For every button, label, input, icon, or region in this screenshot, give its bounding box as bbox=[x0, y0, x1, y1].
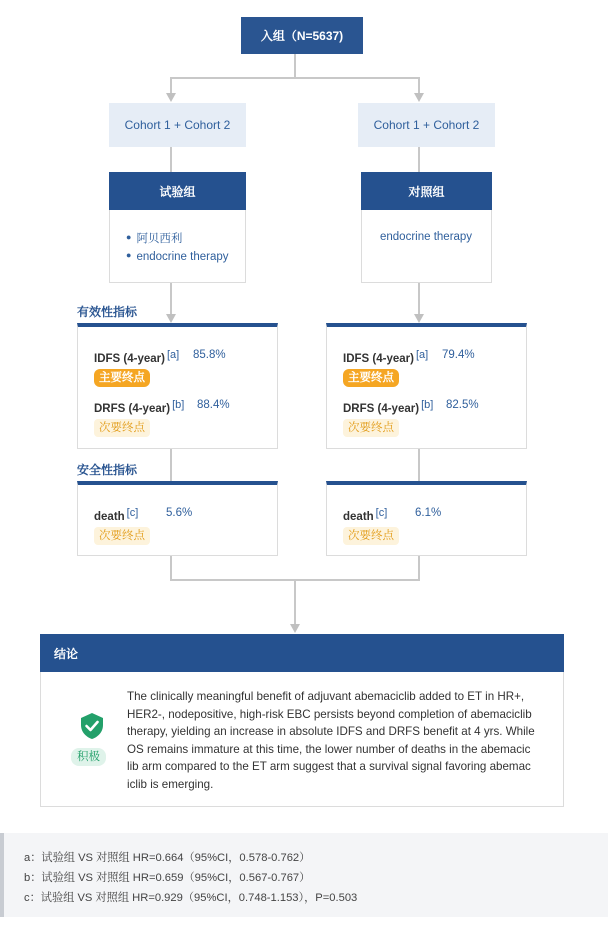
connector-line bbox=[418, 556, 420, 580]
metric-value: 88.4% bbox=[197, 399, 230, 411]
arm-drug-label: endocrine therapy bbox=[380, 231, 473, 243]
metric-name bbox=[94, 507, 138, 523]
connector-line bbox=[294, 579, 296, 624]
safety-section-label: 安全性指标 bbox=[77, 463, 138, 477]
enrollment-label: 入组（N=5637) bbox=[260, 29, 344, 43]
footnote-ref: [c] bbox=[375, 507, 388, 519]
efficacy-section-label: 有效性指标 bbox=[77, 305, 138, 319]
connector-line bbox=[418, 147, 420, 172]
metric-value: 85.8% bbox=[193, 349, 226, 361]
footnote-b: b：试验组 VS 对照组 HR=0.659（95%CI，0.567-0.767） bbox=[24, 872, 311, 884]
footnote-ref: [b] bbox=[172, 399, 185, 411]
efficacy-card-control bbox=[326, 323, 527, 449]
connector-line bbox=[170, 77, 420, 79]
positive-badge: 积极 bbox=[71, 748, 106, 766]
metric-label: IDFS (4-year) bbox=[94, 353, 165, 365]
bullet-icon: ● bbox=[126, 232, 132, 242]
metric-value: 6.1% bbox=[415, 507, 442, 519]
safety-card-control bbox=[326, 481, 527, 556]
experimental-arm-body bbox=[109, 210, 246, 283]
footnote-ref: [a] bbox=[166, 349, 180, 361]
metric-label: death bbox=[343, 511, 374, 523]
metric-label: IDFS (4-year) bbox=[343, 353, 414, 365]
arm-drug-item bbox=[126, 250, 229, 263]
secondary-endpoint-badge: 次要终点 bbox=[343, 527, 399, 545]
conclusion-line: iclib is emerging. bbox=[127, 777, 214, 791]
conclusion-line: OS remains immature at this time, the lower number of deaths in the abemacic bbox=[127, 742, 531, 756]
footnote-ref: [b] bbox=[421, 399, 434, 411]
connector-line bbox=[294, 54, 296, 78]
metric-value: 82.5% bbox=[446, 399, 479, 411]
arm-drug-label: 阿贝西利 bbox=[136, 233, 183, 245]
conclusion-text bbox=[127, 688, 561, 794]
metric-value: 5.6% bbox=[166, 507, 193, 519]
efficacy-card-experimental bbox=[77, 323, 278, 449]
conclusion-line: lib arm compared to the ET arm suggest that a survival signal favoring abemac bbox=[127, 760, 531, 774]
connector-line bbox=[170, 283, 172, 314]
primary-endpoint-badge: 主要终点 bbox=[343, 369, 399, 387]
metric-name bbox=[94, 399, 184, 415]
conclusion-body bbox=[40, 672, 564, 807]
footnote-ref: [a] bbox=[415, 349, 429, 361]
cohort-box-right bbox=[358, 103, 495, 147]
conclusion-line: The clinically meaningful benefit of adjuvant abemaciclib added to ET in HR+, bbox=[127, 690, 525, 703]
footnotes-panel bbox=[0, 833, 608, 917]
connector-line bbox=[418, 77, 420, 93]
conclusion-title: 结论 bbox=[54, 646, 79, 661]
cohort-box-left bbox=[109, 103, 246, 147]
conclusion-line: HER2-, nodepositive, high-risk EBC persists beyond completion of abemaciclib bbox=[127, 707, 532, 721]
metric-name bbox=[343, 399, 433, 415]
enrollment-box bbox=[241, 17, 363, 54]
metric-name bbox=[94, 349, 179, 365]
arrow-down-icon bbox=[414, 314, 424, 323]
metric-label: DRFS (4-year) bbox=[343, 403, 420, 415]
bullet-icon: ● bbox=[126, 250, 132, 260]
conclusion-header bbox=[40, 634, 564, 672]
connector-line bbox=[170, 147, 172, 172]
connector-line bbox=[170, 556, 172, 580]
conclusion-line: therapy, yielding an increase in absolute IDFS and DRFS benefit at 4 yrs. While bbox=[127, 725, 535, 739]
secondary-endpoint-badge: 次要终点 bbox=[94, 527, 150, 545]
arrow-down-icon bbox=[166, 93, 176, 102]
connector-line bbox=[418, 283, 420, 314]
secondary-endpoint-badge: 次要终点 bbox=[343, 419, 399, 437]
metric-name bbox=[343, 507, 387, 523]
connector-line bbox=[170, 77, 172, 93]
arm-drug-label: endocrine therapy bbox=[136, 251, 229, 263]
experimental-arm-header bbox=[109, 172, 246, 210]
cohort-label: Cohort 1 + Cohort 2 bbox=[373, 118, 480, 132]
footnote-a: a：试验组 VS 对照组 HR=0.664（95%CI，0.578-0.762） bbox=[24, 852, 311, 864]
metric-label: DRFS (4-year) bbox=[94, 403, 171, 415]
check-shield-icon bbox=[78, 712, 106, 740]
arrow-down-icon bbox=[166, 314, 176, 323]
secondary-endpoint-badge: 次要终点 bbox=[94, 419, 150, 437]
primary-endpoint-badge: 主要终点 bbox=[94, 369, 150, 387]
metric-label: death bbox=[94, 511, 125, 523]
connector-line bbox=[170, 449, 172, 482]
arrow-down-icon bbox=[414, 93, 424, 102]
arrow-down-icon bbox=[290, 624, 300, 633]
cohort-label: Cohort 1 + Cohort 2 bbox=[124, 118, 231, 132]
metric-name bbox=[343, 349, 428, 365]
footnote-c: c：试验组 VS 对照组 HR=0.929（95%CI，0.748-1.153），P=0.503 bbox=[24, 892, 358, 904]
experimental-arm-title: 试验组 bbox=[159, 184, 196, 199]
metric-value: 79.4% bbox=[442, 349, 475, 361]
safety-card-experimental bbox=[77, 481, 278, 556]
control-arm-body bbox=[361, 210, 492, 283]
control-arm-title: 对照组 bbox=[408, 184, 445, 199]
footnote-ref: [c] bbox=[126, 507, 139, 519]
arm-drug-item bbox=[126, 230, 182, 246]
connector-line bbox=[418, 449, 420, 482]
control-arm-header bbox=[361, 172, 492, 210]
